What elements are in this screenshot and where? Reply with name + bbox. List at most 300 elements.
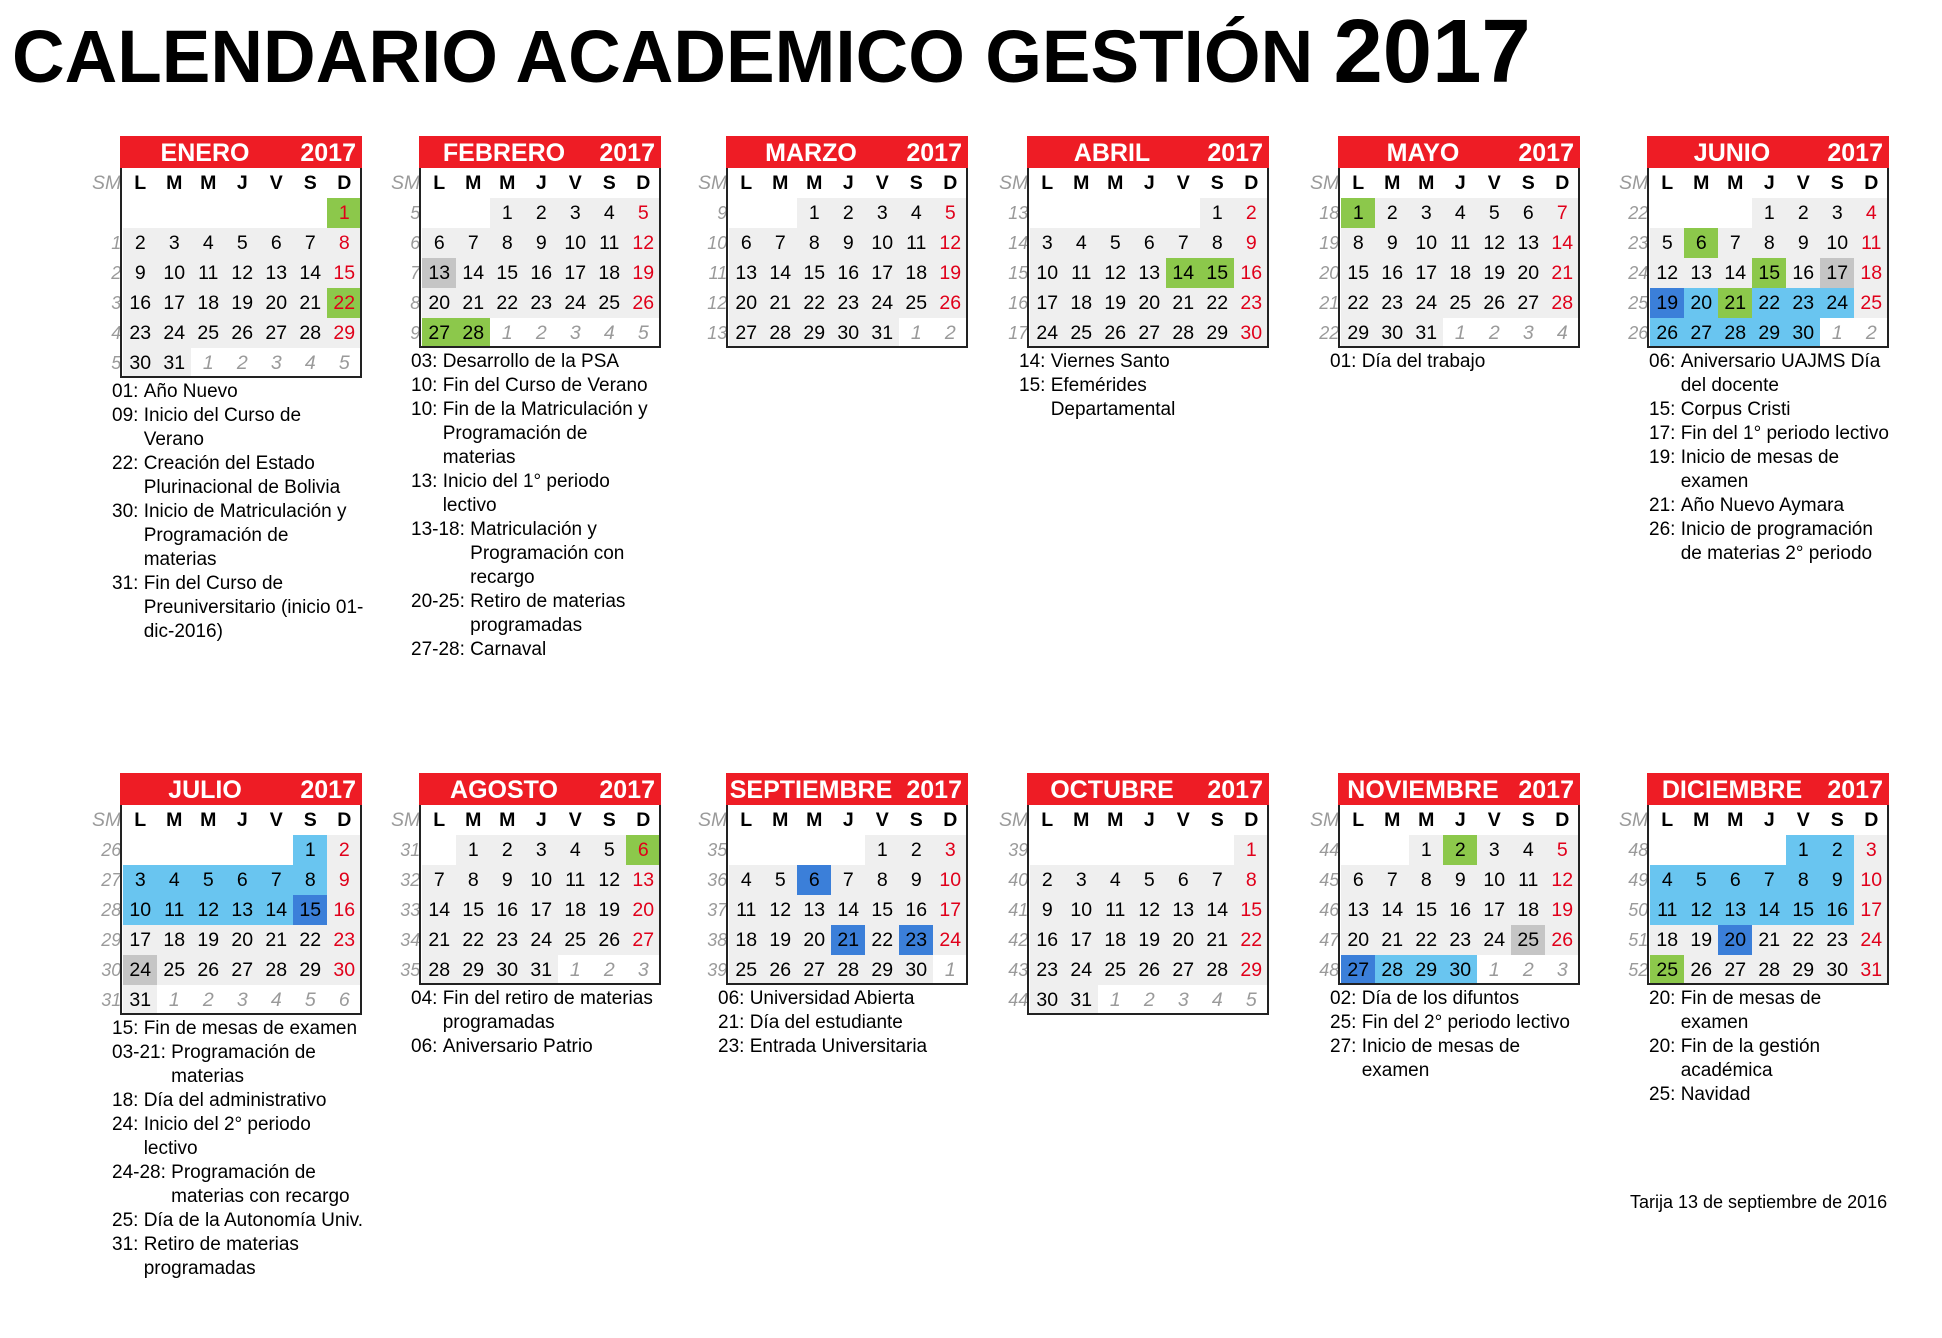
day-cell: 16 xyxy=(490,895,524,925)
weekday-header: V xyxy=(1796,171,1810,194)
day-cell: 6 xyxy=(259,228,293,258)
day-cell: 1 xyxy=(1098,985,1132,1015)
week-number: 29 xyxy=(101,929,122,950)
day-cell: 4 xyxy=(592,198,626,228)
weekday-header: L xyxy=(1661,171,1674,194)
note-text: Creación del Estado Plurinacional de Bolivia xyxy=(143,453,341,498)
weekday-header: J xyxy=(1454,171,1466,194)
day-cell: 14 xyxy=(1752,895,1786,925)
day-cell: 12 xyxy=(1132,895,1166,925)
day-cell: 19 xyxy=(1098,288,1132,318)
day-cell: 14 xyxy=(1545,228,1579,258)
day-cell: 15 xyxy=(1341,258,1375,288)
day-cell: 5 xyxy=(191,865,225,895)
day-cell: 17 xyxy=(1030,288,1064,318)
day-cell: 12 xyxy=(933,228,967,258)
day-cell: 17 xyxy=(123,925,157,955)
month-septiembre xyxy=(698,773,970,1059)
month-notes xyxy=(1330,350,1582,374)
day-cell: 4 xyxy=(157,865,191,895)
week-row xyxy=(391,228,660,258)
week-row xyxy=(698,895,967,925)
note-item xyxy=(411,987,663,1035)
note-date: 30: xyxy=(112,501,139,522)
day-cell: 7 xyxy=(763,228,797,258)
note-date: 06: xyxy=(718,988,745,1009)
day-cell: 21 xyxy=(1200,925,1234,955)
weekday-header: L xyxy=(1352,808,1365,831)
note-text: Matriculación y Programación con recargo xyxy=(470,519,625,588)
day-cell: 11 xyxy=(899,228,933,258)
note-item xyxy=(1649,987,1891,1035)
month-notes xyxy=(1649,987,1891,1107)
day-cell: 30 xyxy=(1375,318,1409,348)
day-cell: 29 xyxy=(1234,955,1268,985)
day-cell: 21 xyxy=(293,288,327,318)
note-item xyxy=(1019,350,1271,374)
day-cell: 31 xyxy=(865,318,899,348)
day-cell: 12 xyxy=(191,895,225,925)
day-cell: 19 xyxy=(1650,288,1684,318)
day-cell: 5 xyxy=(1234,985,1268,1015)
day-cell: 14 xyxy=(293,258,327,288)
day-cell: 3 xyxy=(933,835,967,865)
weekday-header: S xyxy=(1521,808,1535,831)
day-cell: 16 xyxy=(899,895,933,925)
note-item xyxy=(1649,422,1891,446)
weekday-header: D xyxy=(636,171,651,194)
day-cell: 1 xyxy=(490,198,524,228)
note-date: 25: xyxy=(1649,1084,1676,1105)
note-text: Fin del 2° periodo lectivo xyxy=(1361,1012,1570,1033)
day-cell: 25 xyxy=(729,955,763,985)
month-days-table xyxy=(92,805,361,1015)
day-cell: 2 xyxy=(933,318,967,348)
week-number-header: SM xyxy=(999,171,1029,194)
note-text: Inicio de mesas de examen xyxy=(1680,447,1840,492)
day-cell: 23 xyxy=(1443,925,1477,955)
day-cell: 13 xyxy=(1684,258,1718,288)
day-cell: 12 xyxy=(763,895,797,925)
day-cell: 4 xyxy=(259,985,293,1015)
day-cell: 16 xyxy=(1030,925,1064,955)
day-cell: 6 xyxy=(797,865,831,895)
weekday-header: D xyxy=(1555,171,1570,194)
weekday-header: M xyxy=(1727,808,1744,831)
week-row xyxy=(1619,258,1888,288)
weekday-header: V xyxy=(568,808,582,831)
weekday-header: M xyxy=(1073,808,1090,831)
day-cell: 28 xyxy=(259,955,293,985)
day-cell: 22 xyxy=(327,288,361,318)
day-cell: 21 xyxy=(763,288,797,318)
day-cell: 18 xyxy=(1854,258,1888,288)
day-cell: 10 xyxy=(157,258,191,288)
day-cell: 24 xyxy=(1854,925,1888,955)
day-cell: 13 xyxy=(225,895,259,925)
day-cell: 25 xyxy=(558,925,592,955)
day-cell: 20 xyxy=(1718,925,1752,955)
day-cell: 4 xyxy=(899,198,933,228)
note-item xyxy=(112,1233,364,1281)
week-number: 22 xyxy=(1319,322,1340,343)
week-row xyxy=(999,258,1268,288)
weekday-header: M xyxy=(1107,171,1124,194)
week-number: 39 xyxy=(1008,839,1029,860)
day-cell: 17 xyxy=(1477,895,1511,925)
week-row xyxy=(1310,288,1579,318)
day-cell: 1 xyxy=(558,955,592,985)
day-cell: 21 xyxy=(1166,288,1200,318)
day-cell: 9 xyxy=(899,865,933,895)
day-cell: 10 xyxy=(1477,865,1511,895)
day-cell: 9 xyxy=(1375,228,1409,258)
day-cell: 17 xyxy=(1820,258,1854,288)
note-date: 21: xyxy=(718,1012,745,1033)
note-text: Inicio del Curso de Verano xyxy=(143,405,302,450)
day-cell: 9 xyxy=(327,865,361,895)
weekday-header: M xyxy=(1073,171,1090,194)
day-cell: 27 xyxy=(1132,318,1166,348)
week-row xyxy=(698,198,967,228)
week-number: 45 xyxy=(1319,869,1340,890)
day-cell: 28 xyxy=(422,955,456,985)
day-cell: 5 xyxy=(933,198,967,228)
day-cell: 20 xyxy=(1511,258,1545,288)
week-row xyxy=(92,318,361,348)
note-date: 03: xyxy=(411,351,438,372)
day-cell xyxy=(225,835,259,865)
day-cell: 26 xyxy=(191,955,225,985)
day-cell: 30 xyxy=(899,955,933,985)
day-cell: 29 xyxy=(797,318,831,348)
week-number-header: SM xyxy=(1619,171,1649,194)
day-cell: 29 xyxy=(1200,318,1234,348)
weekday-header: J xyxy=(1143,808,1155,831)
day-cell: 2 xyxy=(327,835,361,865)
month-header xyxy=(1338,773,1580,805)
day-cell: 13 xyxy=(626,865,660,895)
month-notes xyxy=(112,380,364,644)
day-cell: 25 xyxy=(1854,288,1888,318)
week-row xyxy=(698,318,967,348)
day-cell: 2 xyxy=(1234,198,1268,228)
weekday-header: M xyxy=(772,171,789,194)
week-number-header: SM xyxy=(1310,171,1340,194)
note-text: Inicio de programación de materias 2° periodo xyxy=(1680,519,1873,564)
weekday-header: V xyxy=(269,808,283,831)
weekday-header: D xyxy=(337,808,352,831)
day-cell: 17 xyxy=(1064,925,1098,955)
note-date: 15: xyxy=(112,1018,139,1039)
day-cell xyxy=(1684,835,1718,865)
day-cell: 31 xyxy=(157,348,191,378)
day-cell xyxy=(1718,198,1752,228)
day-cell xyxy=(422,835,456,865)
week-number: 50 xyxy=(1628,899,1649,920)
week-row xyxy=(698,288,967,318)
month-octubre xyxy=(999,773,1271,1017)
week-row xyxy=(92,865,361,895)
day-cell: 16 xyxy=(1786,258,1820,288)
day-cell: 27 xyxy=(797,955,831,985)
page-title xyxy=(12,0,1531,109)
note-item xyxy=(411,590,663,638)
week-number: 6 xyxy=(410,232,421,253)
week-row xyxy=(698,258,967,288)
month-name: ABRIL xyxy=(1073,139,1151,167)
day-cell: 15 xyxy=(1200,258,1234,288)
week-number-header: SM xyxy=(698,171,728,194)
note-text: Programación de materias con recargo xyxy=(171,1162,350,1207)
week-row xyxy=(1619,925,1888,955)
month-year: 2017 xyxy=(1518,776,1574,804)
day-cell: 23 xyxy=(1375,288,1409,318)
day-cell: 18 xyxy=(558,895,592,925)
day-cell: 20 xyxy=(225,925,259,955)
weekday-header: D xyxy=(1244,171,1259,194)
month-year: 2017 xyxy=(1207,139,1263,167)
note-date: 20: xyxy=(1649,1036,1676,1057)
day-cell: 20 xyxy=(729,288,763,318)
month-days-table xyxy=(92,168,361,378)
week-number-header: SM xyxy=(92,171,122,194)
note-date: 15: xyxy=(1649,399,1676,420)
day-cell xyxy=(763,198,797,228)
note-text: Retiro de materias programadas xyxy=(470,591,626,636)
note-date: 13: xyxy=(411,471,438,492)
day-cell: 6 xyxy=(729,228,763,258)
day-cell: 14 xyxy=(1375,895,1409,925)
note-date: 02: xyxy=(1330,988,1357,1009)
day-cell: 12 xyxy=(1650,258,1684,288)
day-cell: 1 xyxy=(1200,198,1234,228)
day-cell: 5 xyxy=(225,228,259,258)
day-cell: 27 xyxy=(1684,318,1718,348)
week-row xyxy=(391,835,660,865)
note-text: Año Nuevo Aymara xyxy=(1680,495,1845,516)
day-cell: 26 xyxy=(1684,955,1718,985)
day-cell: 26 xyxy=(225,318,259,348)
weekday-header: L xyxy=(1041,808,1054,831)
weekday-header: D xyxy=(337,171,352,194)
day-cell: 13 xyxy=(729,258,763,288)
day-cell: 24 xyxy=(865,288,899,318)
week-number: 3 xyxy=(111,292,122,313)
day-cell: 1 xyxy=(191,348,225,378)
week-row xyxy=(92,228,361,258)
day-cell: 6 xyxy=(1166,865,1200,895)
day-cell: 3 xyxy=(524,835,558,865)
month-julio xyxy=(92,773,364,1281)
note-item xyxy=(112,1113,364,1161)
day-cell: 27 xyxy=(422,318,456,348)
day-cell: 4 xyxy=(1064,228,1098,258)
week-row xyxy=(391,955,660,985)
week-number xyxy=(92,198,123,228)
weekday-header: V xyxy=(1176,808,1190,831)
day-cell: 23 xyxy=(490,925,524,955)
day-cell: 10 xyxy=(1854,865,1888,895)
day-cell: 23 xyxy=(1786,288,1820,318)
day-cell: 2 xyxy=(899,835,933,865)
note-item xyxy=(1649,518,1891,566)
weekday-header: M xyxy=(200,171,217,194)
day-cell: 25 xyxy=(899,288,933,318)
day-cell: 15 xyxy=(456,895,490,925)
week-number: 35 xyxy=(400,959,421,980)
note-date: 17: xyxy=(1649,423,1676,444)
day-cell: 18 xyxy=(1511,895,1545,925)
week-row xyxy=(391,895,660,925)
weekday-header: M xyxy=(1107,808,1124,831)
weekday-header: S xyxy=(1830,808,1844,831)
day-cell: 24 xyxy=(123,955,157,985)
day-cell: 2 xyxy=(1820,835,1854,865)
week-number-header: SM xyxy=(1310,808,1340,831)
note-item xyxy=(1649,446,1891,494)
day-cell: 30 xyxy=(1443,955,1477,985)
day-cell: 19 xyxy=(1132,925,1166,955)
day-cell: 8 xyxy=(490,228,524,258)
month-name: DICIEMBRE xyxy=(1661,776,1803,804)
day-cell: 3 xyxy=(1477,835,1511,865)
day-cell xyxy=(422,198,456,228)
day-cell: 22 xyxy=(1752,288,1786,318)
day-cell: 4 xyxy=(592,318,626,348)
weekday-header: S xyxy=(303,808,317,831)
day-cell: 24 xyxy=(933,925,967,955)
day-cell: 8 xyxy=(865,865,899,895)
month-year: 2017 xyxy=(1518,139,1574,167)
day-cell xyxy=(831,835,865,865)
week-row xyxy=(92,985,361,1015)
week-row xyxy=(1310,198,1579,228)
day-cell: 9 xyxy=(1786,228,1820,258)
note-item xyxy=(1019,374,1271,422)
day-cell: 1 xyxy=(1820,318,1854,348)
day-cell: 17 xyxy=(157,288,191,318)
note-item xyxy=(718,987,970,1011)
weekday-header: J xyxy=(842,808,854,831)
weekday-header: V xyxy=(1796,808,1810,831)
month-febrero xyxy=(391,136,663,662)
note-item xyxy=(1649,350,1891,398)
weekday-header: L xyxy=(1352,171,1365,194)
week-row xyxy=(92,835,361,865)
day-cell: 23 xyxy=(524,288,558,318)
day-cell: 27 xyxy=(626,925,660,955)
weekday-header: M xyxy=(1384,171,1401,194)
week-number: 44 xyxy=(1319,839,1340,860)
weekday-header: S xyxy=(1210,171,1224,194)
day-cell: 10 xyxy=(123,895,157,925)
note-text: Viernes Santo xyxy=(1050,351,1170,372)
day-cell: 5 xyxy=(1477,198,1511,228)
day-cell: 9 xyxy=(123,258,157,288)
day-cell: 30 xyxy=(1820,955,1854,985)
weekday-header: M xyxy=(166,171,183,194)
month-name: OCTUBRE xyxy=(1050,776,1174,804)
weekday-header: M xyxy=(806,171,823,194)
weekday-header: S xyxy=(602,808,616,831)
week-number: 43 xyxy=(1008,959,1029,980)
day-cell: 9 xyxy=(1443,865,1477,895)
note-date: 24-28: xyxy=(112,1162,166,1183)
day-cell: 4 xyxy=(1511,835,1545,865)
week-number: 48 xyxy=(1628,839,1649,860)
day-cell: 19 xyxy=(1684,925,1718,955)
week-number: 49 xyxy=(1628,869,1649,890)
note-date: 21: xyxy=(1649,495,1676,516)
day-cell: 11 xyxy=(558,865,592,895)
month-enero xyxy=(92,136,364,644)
day-cell: 4 xyxy=(729,865,763,895)
weekday-header: D xyxy=(1244,808,1259,831)
note-date: 06: xyxy=(411,1036,438,1057)
day-cell xyxy=(729,198,763,228)
note-item xyxy=(112,380,364,404)
day-cell: 13 xyxy=(1511,228,1545,258)
note-text: Fin de mesas de examen xyxy=(1680,988,1822,1033)
day-cell: 14 xyxy=(1200,895,1234,925)
day-cell: 11 xyxy=(1443,228,1477,258)
day-cell: 1 xyxy=(865,835,899,865)
note-item xyxy=(411,374,663,398)
day-cell: 20 xyxy=(1341,925,1375,955)
week-number: 24 xyxy=(1628,262,1649,283)
month-agosto xyxy=(391,773,663,1059)
week-number: 5 xyxy=(410,202,421,223)
day-cell xyxy=(123,835,157,865)
page-title-year: 2017 xyxy=(1333,2,1531,102)
note-item xyxy=(112,500,364,572)
week-row xyxy=(1310,228,1579,258)
weekday-header: M xyxy=(1418,808,1435,831)
day-cell xyxy=(1650,198,1684,228)
day-cell: 7 xyxy=(1752,865,1786,895)
week-row xyxy=(391,318,660,348)
note-item xyxy=(112,1041,364,1089)
week-number: 36 xyxy=(707,869,728,890)
day-cell xyxy=(763,835,797,865)
day-cell xyxy=(191,198,225,228)
weekday-header: S xyxy=(602,171,616,194)
day-cell: 5 xyxy=(1098,228,1132,258)
page-title-text: CALENDARIO ACADEMICO GESTIÓN xyxy=(12,15,1314,98)
day-cell: 3 xyxy=(1854,835,1888,865)
day-cell: 8 xyxy=(456,865,490,895)
day-cell: 10 xyxy=(1064,895,1098,925)
weekday-header: L xyxy=(740,808,753,831)
day-cell: 8 xyxy=(1234,865,1268,895)
weekday-header: S xyxy=(1521,171,1535,194)
week-number: 46 xyxy=(1319,899,1340,920)
day-cell: 27 xyxy=(729,318,763,348)
day-cell: 22 xyxy=(1200,288,1234,318)
note-text: Entrada Universitaria xyxy=(749,1036,928,1057)
note-item xyxy=(1649,1083,1891,1107)
day-cell: 9 xyxy=(524,228,558,258)
week-number-header: SM xyxy=(698,808,728,831)
day-cell: 24 xyxy=(1477,925,1511,955)
weekday-header: S xyxy=(909,171,923,194)
day-cell: 13 xyxy=(1166,895,1200,925)
day-cell xyxy=(1341,835,1375,865)
day-cell: 1 xyxy=(899,318,933,348)
day-cell: 31 xyxy=(1409,318,1443,348)
day-cell: 27 xyxy=(1166,955,1200,985)
